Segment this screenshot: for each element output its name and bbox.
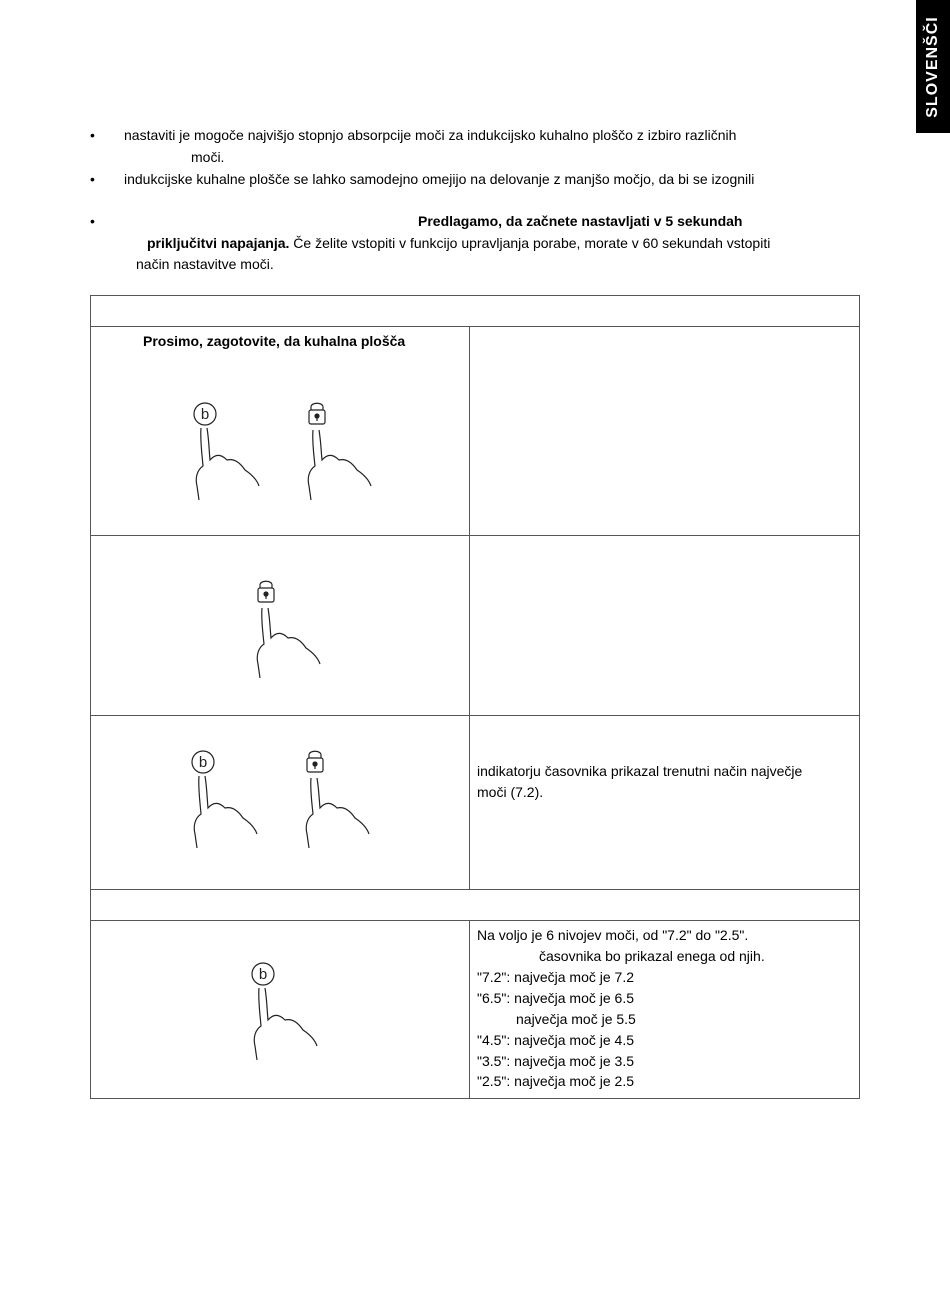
table-divider: [90, 920, 860, 921]
row5-text-line-8: "2.5": največja moč je 2.5: [477, 1073, 635, 1089]
row5-text-line-6: "4.5": največja moč je 4.5: [477, 1032, 635, 1048]
bullet-3-line-2: [147, 235, 770, 252]
svg-text:b: b: [200, 406, 210, 423]
bullet-1-line-1: nastaviti je mogoče najvišjo stopnjo absorpcije moči za indukcijsko kuhalno ploščo z izbiro različnih: [124, 127, 737, 143]
bullet-2-line-1: indukcijske kuhalne plošče se lahko samodejno omejijo na delovanje z manjšo močjo, da bi se izognili: [124, 171, 755, 187]
press-power-button-icon: [181, 748, 271, 852]
bullet-3-bold: priključitvi napajanja.: [147, 235, 290, 251]
language-tab: [916, 0, 950, 133]
press-power-button-icon: [183, 400, 273, 504]
row5-text-line-2: časovnika bo prikazal enega od njih.: [539, 948, 765, 964]
press-power-button-icon: [241, 960, 331, 1064]
row5-text-line-4: "6.5": največja moč je 6.5: [477, 990, 635, 1006]
bullet-3-rest: Če želite vstopiti v funkcijo upravljanja porabe, morate v 60 sekundah vstopiti: [289, 235, 771, 251]
row5-text-line-1: Na voljo je 6 nivojev moči, od "7.2" do "2.5".: [477, 927, 749, 943]
row5-text-line-5: največja moč je 5.5: [516, 1011, 636, 1027]
row1-text: Prosimo, zagotovite, da kuhalna plošča: [143, 333, 406, 349]
row3-text-line-2: moči (7.2).: [477, 784, 544, 800]
table-column-divider: [469, 920, 470, 1099]
row5-text-line-3: "7.2": največja moč je 7.2: [477, 969, 635, 985]
bullet-1-line-2: moči.: [191, 149, 225, 165]
bullet-dot: •: [90, 127, 95, 143]
table-divider: [90, 715, 860, 716]
bullet-3-line-1: Predlagamo, da začnete nastavljati v 5 sekundah: [418, 213, 743, 229]
press-lock-button-icon: [244, 578, 334, 682]
row5-text-line-7: "3.5": največja moč je 3.5: [477, 1053, 635, 1069]
row3-text-line-1: indikatorju časovnika prikazal trenutni način največje: [477, 763, 803, 779]
table-column-divider: [469, 326, 470, 890]
press-lock-button-icon: [293, 748, 383, 852]
svg-text:b: b: [258, 966, 268, 983]
bullet-3-line-3: način nastavitve moči.: [136, 256, 274, 272]
table-divider: [90, 535, 860, 536]
table-divider: [90, 326, 860, 327]
bullet-dot: •: [90, 213, 95, 229]
table-divider: [90, 889, 860, 890]
press-lock-button-icon: [295, 400, 385, 504]
bullet-dot: •: [90, 171, 95, 187]
svg-text:b: b: [198, 754, 208, 771]
language-tab-label: SLOVENŠČI: [924, 16, 941, 118]
